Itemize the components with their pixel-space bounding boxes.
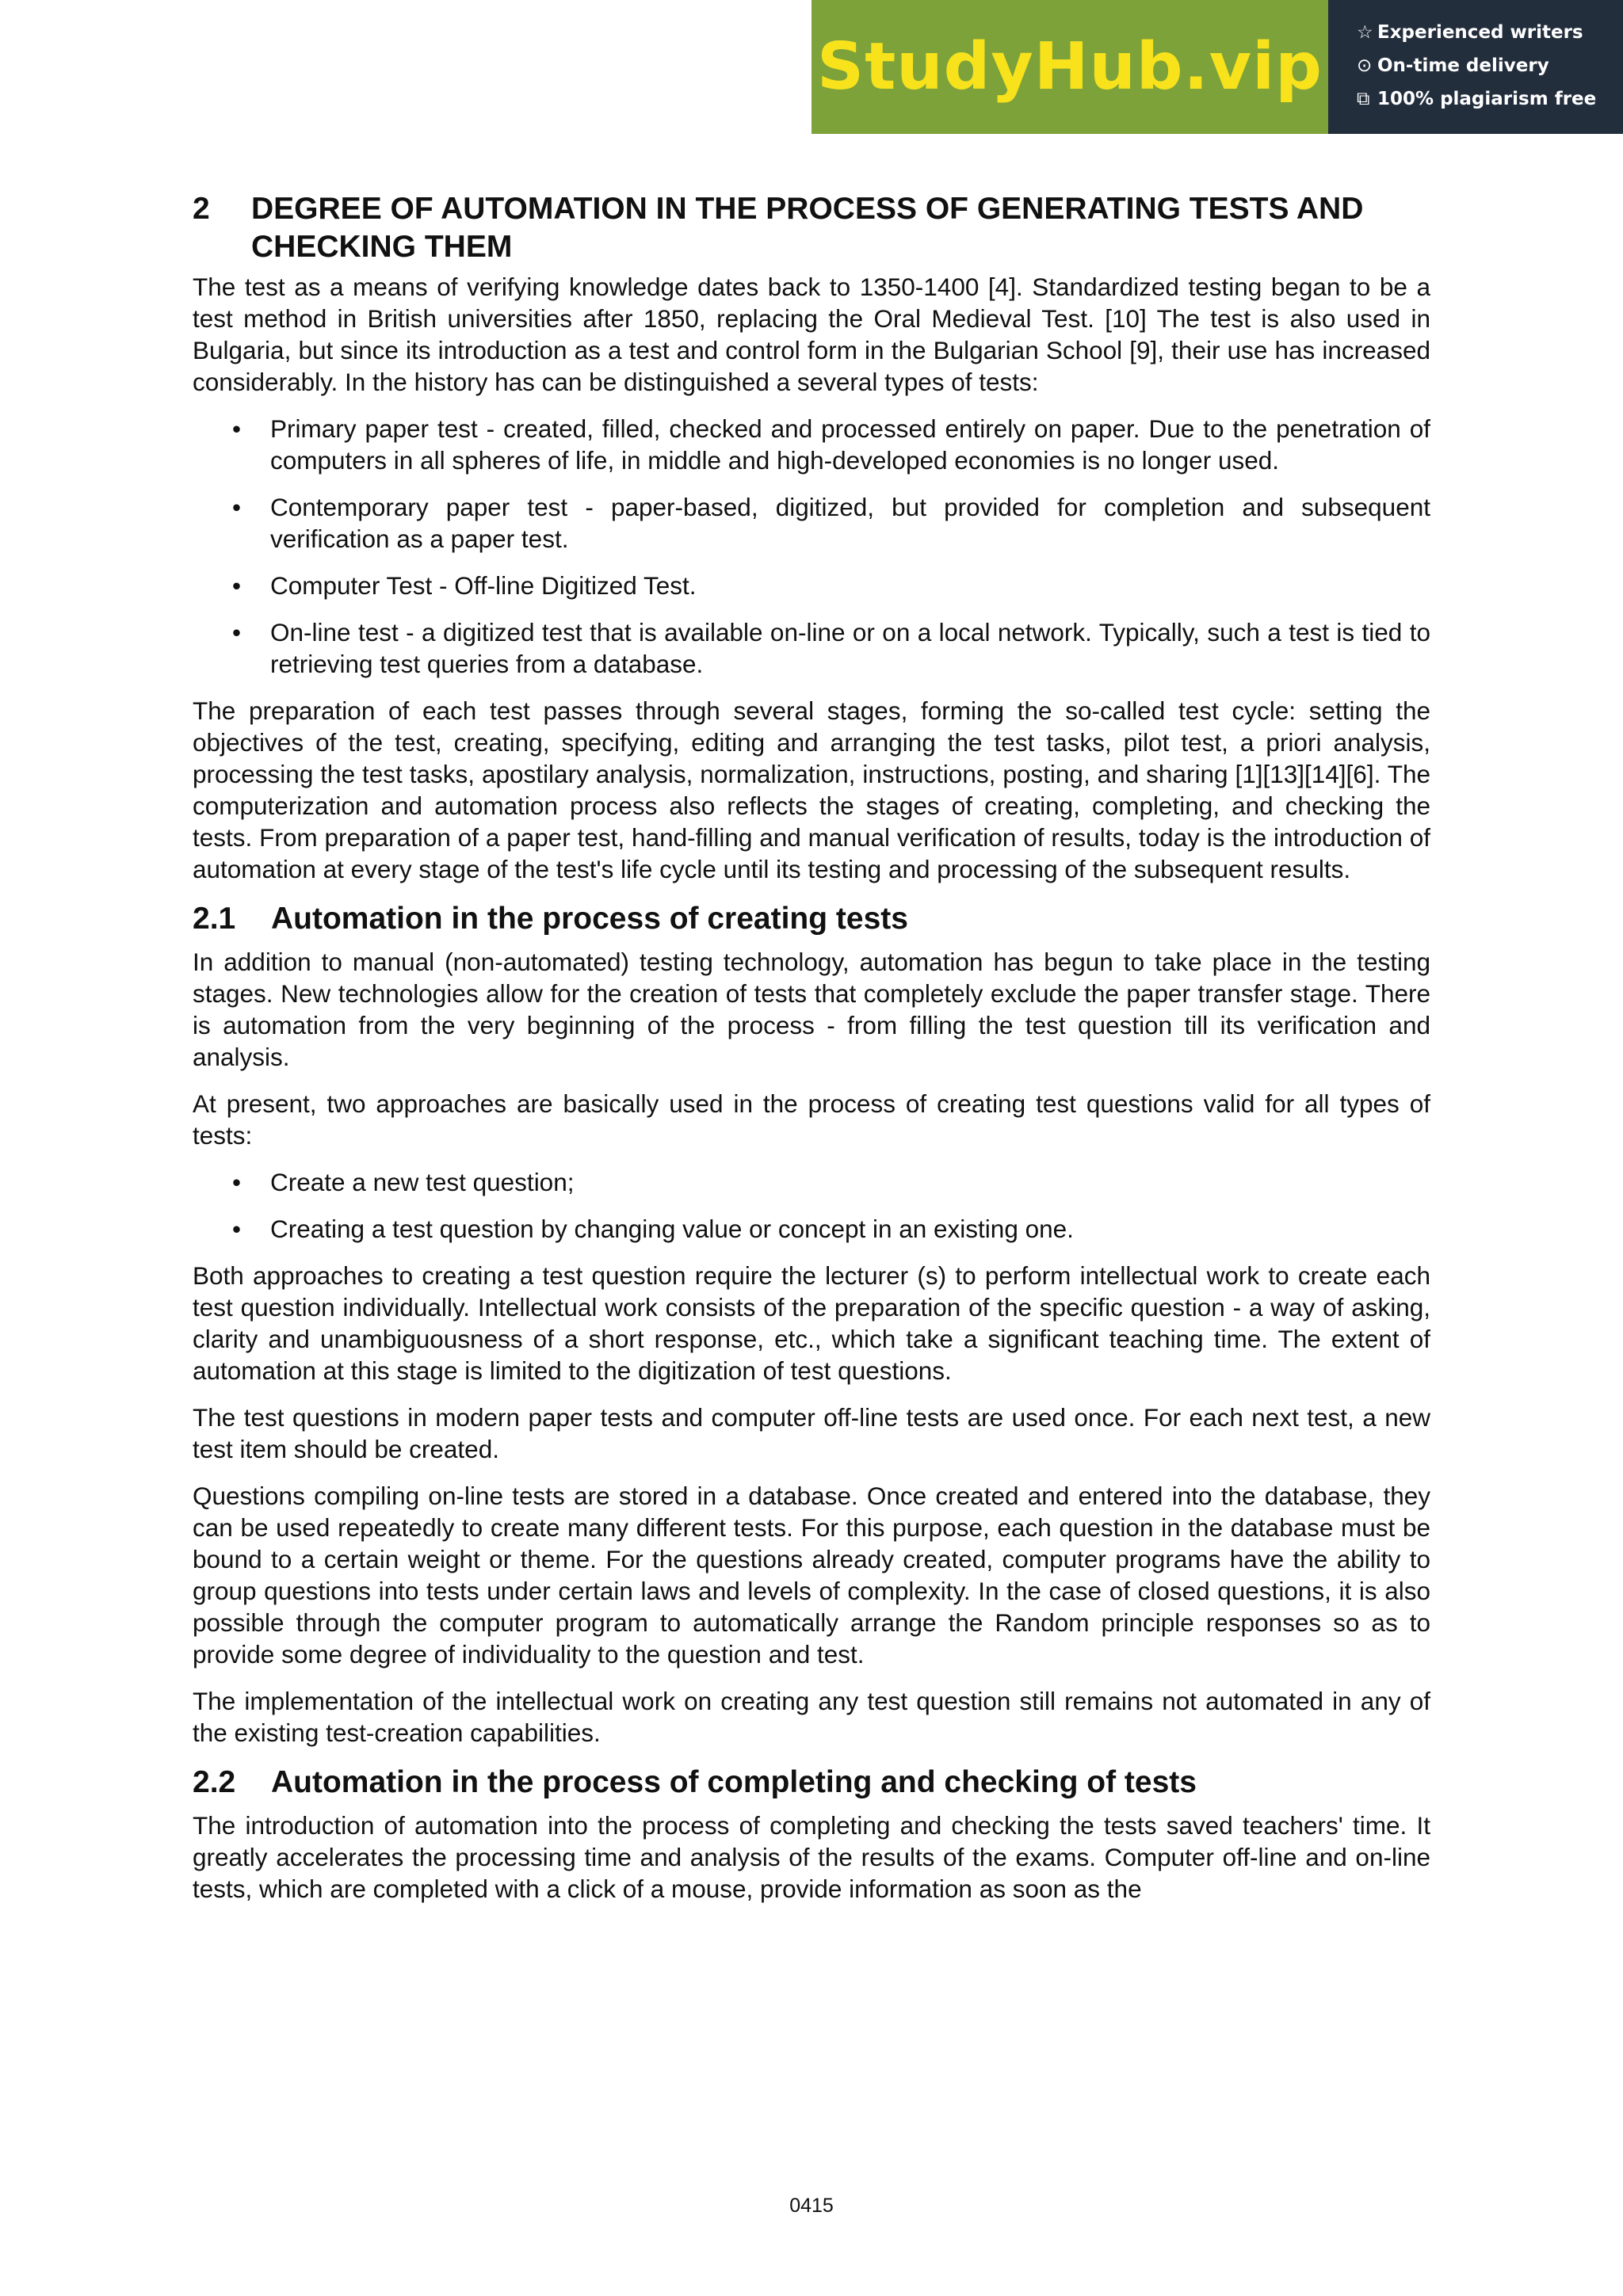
list-item: • Computer Test - Off-line Digitized Test. [232, 571, 697, 600]
subsection-heading [193, 1764, 1430, 1802]
logo-text: StudyHub.vip [817, 29, 1323, 105]
subsection-heading [193, 900, 1430, 938]
list-item: • Create a new test question; [232, 1168, 575, 1196]
paragraph: The test as a means of verifying knowledge dates back to 1350-1400 [4]. Standardized testing began to be a test method in British universities after 1850, replacing the Oral Medieval Test. [10] The test is also used in Bulgaria, but since its introduction as a test and control form in the Bulgarian School [9], their use has increased considerably. In the history has can be distinguished a several types of tests: [193, 273, 1430, 396]
feature-plagiarism-free: ⧉ 100% plagiarism free [1357, 89, 1597, 109]
subsection-number: 2.1 [193, 902, 236, 936]
bullet-icon: • [232, 1215, 242, 1243]
paragraph: At present, two approaches are basically used in the process of creating test questions valid for all types of tests: [193, 1089, 1430, 1150]
document-body [193, 190, 1430, 1920]
subsection-number: 2.2 [193, 1765, 236, 1799]
bullet-icon: • [232, 493, 242, 521]
subsection-title: Automation in the process of creating tests [271, 902, 908, 936]
star-icon: ☆ [1357, 22, 1373, 43]
feature-on-time-delivery: ⊙ On-time delivery [1357, 55, 1549, 76]
section-title: DEGREE OF AUTOMATION IN THE PROCESS OF GENERATING TESTS AND CHECKING THEM [251, 192, 1364, 264]
paragraph: Both approaches to creating a test question require the lecturer (s) to perform intellectual work to create each test question individually. Intellectual work consists of the preparation of the specific question - a way of asking, clarity and unambiguousness of a short response, etc., which take a significant teaching time. The extent of automation at this stage is limited to the digitization of test questions. [193, 1261, 1430, 1385]
studyhub-banner [812, 0, 1623, 134]
approaches-list [193, 1166, 1430, 1245]
paragraph: Questions compiling on-line tests are stored in a database. Once created and entered into the database, they can be used repeatedly to create many different tests. For this purpose, each question in the database must be bound to a certain weight or theme. For the questions already created, computer programs have the ability to group questions into tests under certain laws and levels of complexity. In the case of closed questions, it is also possible through the computer program to automatically arrange the Random principle responses so as to provide some degree of individuality to the question and test. [193, 1482, 1430, 1669]
paragraph: The preparation of each test passes through several stages, forming the so-called test cycle: setting the objectives of the test, creating, specifying, editing and arranging the test tasks, pilot test, a priori analysis, processing the test tasks, apostilary analysis, normalization, instructions, posting, and sharing [1][13][14][6]. The computerization and automation process also reflects the stages of creating, completing, and checking the tests. From preparation of a paper test, hand-filling and manual verification of results, today is the introduction of automation at every stage of the test's life cycle until its testing and processing of the subsequent results. [193, 696, 1430, 883]
list-item: • Creating a test question by changing value or concept in an existing one. [232, 1215, 1074, 1243]
bullet-icon: • [232, 414, 242, 443]
bullet-icon: • [232, 571, 242, 600]
section-number: 2 [193, 192, 210, 226]
subsection-title: Automation in the process of completing and checking of tests [271, 1765, 1197, 1799]
paragraph: The introduction of automation into the process of completing and checking the tests saved teachers' time. It greatly accelerates the processing time and analysis of the results of the exams. Computer off-line and on-line tests, which are completed with a click of a mouse, provide information as soon as the [193, 1811, 1430, 1903]
clock-icon: ⊙ [1357, 55, 1373, 76]
copy-icon: ⧉ [1357, 89, 1370, 109]
list-item: • Primary paper test - created, filled, checked and processed entirely on paper. Due to the penetration of computers in all spheres of life, in middle and high-developed economies is no longer used. [232, 414, 1430, 475]
banner-features [1328, 0, 1623, 134]
paragraph: The test questions in modern paper tests and computer off-line tests are used once. For each next test, a new test item should be created. [193, 1403, 1430, 1463]
page-number: 0415 [789, 2195, 834, 2217]
bullet-icon: • [232, 618, 242, 646]
bullet-icon: • [232, 1168, 242, 1196]
feature-experienced-writers: ☆ Experienced writers [1357, 22, 1583, 43]
studyhub-logo[interactable] [812, 0, 1328, 134]
list-item: • Contemporary paper test - paper-based, digitized, but provided for completion and subsequent verification as a paper test. [232, 493, 1430, 553]
list-item: • On-line test - a digitized test that is available on-line or on a local network. Typically, such a test is tied to retrieving test queries from a database. [232, 618, 1430, 678]
paragraph: In addition to manual (non-automated) testing technology, automation has begun to take place in the testing stages. New technologies allow for the creation of tests that completely exclude the paper transfer stage. There is automation from the very beginning of the process - from filling the test question till its verification and analysis. [193, 948, 1430, 1071]
section-heading [193, 190, 1430, 266]
test-types-list [193, 413, 1430, 680]
paragraph: The implementation of the intellectual work on creating any test question still remains not automated in any of the existing test-creation capabilities. [193, 1687, 1430, 1747]
